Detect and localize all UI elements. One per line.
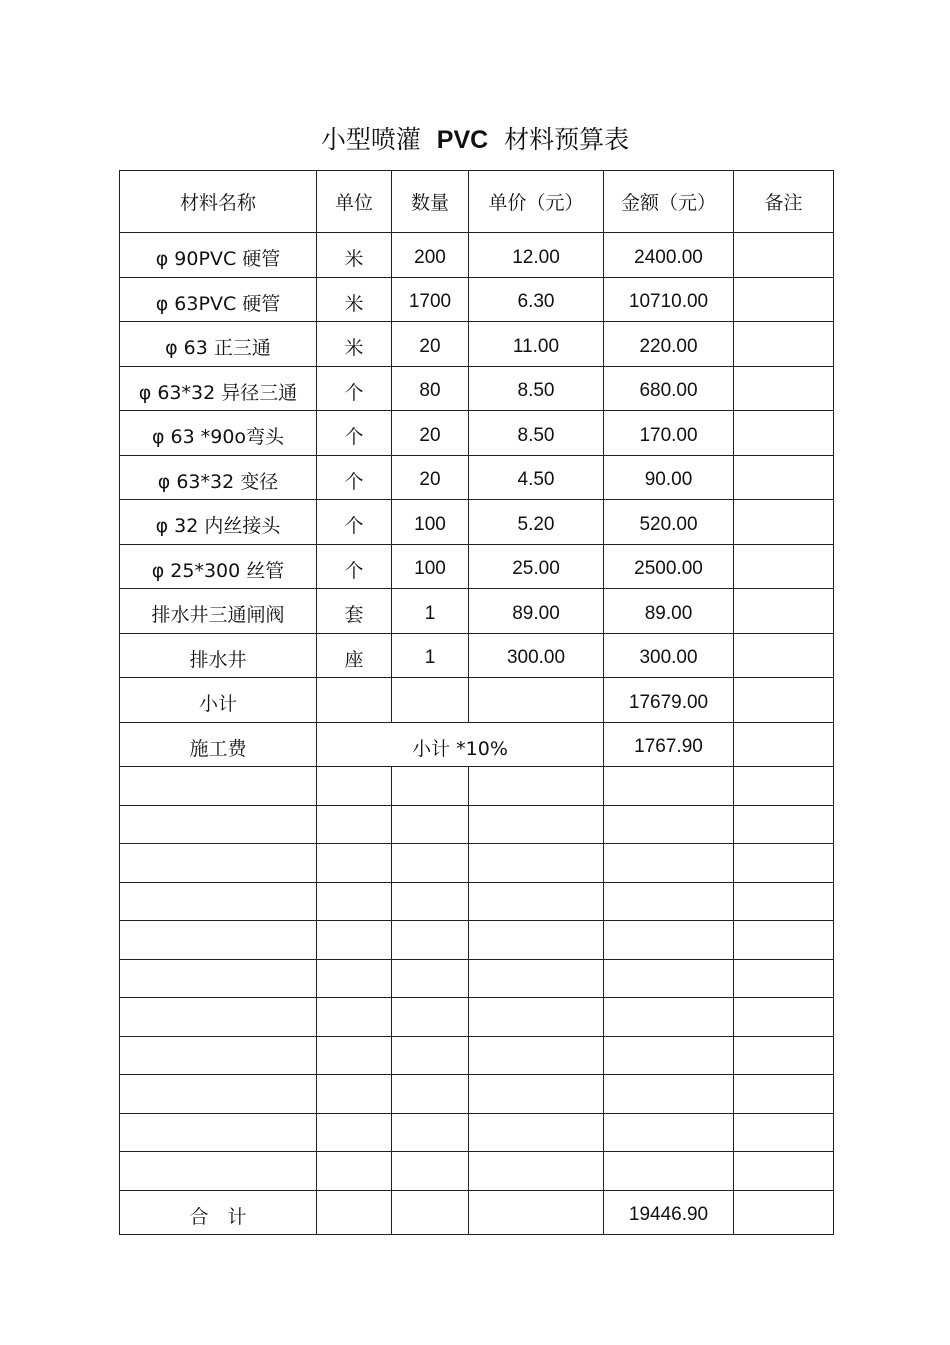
- cell-note: [734, 633, 834, 678]
- construction-formula: 小计 *10%: [317, 722, 604, 767]
- header-amount: 金额（元）: [604, 171, 734, 233]
- construction-label: 施工费: [120, 722, 317, 767]
- cell-unit: 米: [317, 233, 392, 278]
- cell-empty: [317, 844, 392, 883]
- cell-empty: [734, 1190, 834, 1235]
- table-row: [120, 322, 834, 367]
- header-price: 单价（元）: [469, 171, 604, 233]
- cell-empty: [392, 1113, 469, 1152]
- empty-row: [120, 959, 834, 998]
- cell-name: φ 32 内丝接头: [120, 500, 317, 545]
- cell-qty: 100: [392, 544, 469, 589]
- empty-row: [120, 1075, 834, 1114]
- cell-empty: [120, 844, 317, 883]
- cell-empty: [317, 805, 392, 844]
- header-name: 材料名称: [120, 171, 317, 233]
- cell-empty: [317, 1113, 392, 1152]
- cell-amount: 2500.00: [604, 544, 734, 589]
- table-row: [120, 589, 834, 634]
- cell-empty: [317, 998, 392, 1037]
- cell-empty: [317, 1152, 392, 1191]
- cell-note: [734, 455, 834, 500]
- cell-note: [734, 500, 834, 545]
- cell-amount: 220.00: [604, 322, 734, 367]
- cell-empty: [469, 844, 604, 883]
- subtotal-label: 小计: [120, 678, 317, 723]
- cell-empty: [392, 998, 469, 1037]
- cell-empty: [317, 1190, 392, 1235]
- cell-empty: [734, 1036, 834, 1075]
- cell-empty: [392, 805, 469, 844]
- cell-name: φ 63*32 异径三通: [120, 366, 317, 411]
- cell-price: 300.00: [469, 633, 604, 678]
- cell-empty: [604, 1152, 734, 1191]
- cell-price: 8.50: [469, 411, 604, 456]
- cell-empty: [734, 722, 834, 767]
- cell-empty: [317, 959, 392, 998]
- cell-empty: [392, 1190, 469, 1235]
- cell-empty: [392, 959, 469, 998]
- cell-qty: 1: [392, 633, 469, 678]
- cell-name: 排水井三通闸阀: [120, 589, 317, 634]
- cell-empty: [469, 678, 604, 723]
- cell-unit: 个: [317, 366, 392, 411]
- cell-empty: [734, 1113, 834, 1152]
- cell-empty: [469, 1113, 604, 1152]
- cell-unit: 个: [317, 500, 392, 545]
- cell-empty: [469, 1075, 604, 1114]
- empty-row: [120, 1036, 834, 1075]
- cell-qty: 1: [392, 589, 469, 634]
- cell-amount: 170.00: [604, 411, 734, 456]
- cell-empty: [604, 1075, 734, 1114]
- cell-empty: [120, 805, 317, 844]
- cell-qty: 80: [392, 366, 469, 411]
- cell-price: 25.00: [469, 544, 604, 589]
- cell-empty: [469, 998, 604, 1037]
- cell-empty: [120, 1152, 317, 1191]
- cell-empty: [392, 1036, 469, 1075]
- cell-empty: [734, 678, 834, 723]
- empty-row: [120, 805, 834, 844]
- title-latin: PVC: [436, 126, 489, 154]
- cell-empty: [604, 882, 734, 921]
- cell-note: [734, 411, 834, 456]
- cell-empty: [734, 882, 834, 921]
- cell-qty: 100: [392, 500, 469, 545]
- cell-empty: [317, 767, 392, 806]
- cell-empty: [469, 1152, 604, 1191]
- cell-empty: [734, 805, 834, 844]
- empty-row: [120, 921, 834, 960]
- cell-empty: [120, 959, 317, 998]
- cell-unit: 个: [317, 455, 392, 500]
- header-qty: 数量: [392, 171, 469, 233]
- cell-empty: [392, 678, 469, 723]
- document-title: [0, 122, 950, 158]
- cell-qty: 20: [392, 455, 469, 500]
- cell-name: φ 63 *90o弯头: [120, 411, 317, 456]
- cell-empty: [469, 767, 604, 806]
- cell-unit: 个: [317, 544, 392, 589]
- header-row: [120, 171, 834, 233]
- cell-empty: [469, 1036, 604, 1075]
- cell-empty: [604, 844, 734, 883]
- cell-price: 89.00: [469, 589, 604, 634]
- header-unit: 单位: [317, 171, 392, 233]
- table-row: [120, 455, 834, 500]
- cell-name: φ 63PVC 硬管: [120, 277, 317, 322]
- subtotal-amount: 17679.00: [604, 678, 734, 723]
- construction-amount: 1767.90: [604, 722, 734, 767]
- cell-empty: [734, 1075, 834, 1114]
- cell-empty: [469, 921, 604, 960]
- table-row: [120, 277, 834, 322]
- cell-empty: [392, 882, 469, 921]
- cell-note: [734, 589, 834, 634]
- cell-price: 11.00: [469, 322, 604, 367]
- cell-empty: [317, 1036, 392, 1075]
- cell-empty: [604, 959, 734, 998]
- empty-row: [120, 1152, 834, 1191]
- cell-empty: [392, 1075, 469, 1114]
- total-row: [120, 1190, 834, 1235]
- title-prefix: 小型喷灌: [320, 125, 421, 154]
- cell-note: [734, 233, 834, 278]
- cell-amount: 300.00: [604, 633, 734, 678]
- cell-empty: [469, 1190, 604, 1235]
- total-amount: 19446.90: [604, 1190, 734, 1235]
- cell-name: 排水井: [120, 633, 317, 678]
- cell-price: 5.20: [469, 500, 604, 545]
- cell-qty: 20: [392, 322, 469, 367]
- cell-empty: [120, 921, 317, 960]
- cell-amount: 90.00: [604, 455, 734, 500]
- empty-row: [120, 767, 834, 806]
- cell-empty: [604, 1113, 734, 1152]
- cell-qty: 20: [392, 411, 469, 456]
- cell-amount: 680.00: [604, 366, 734, 411]
- cell-empty: [604, 805, 734, 844]
- cell-empty: [120, 882, 317, 921]
- cell-unit: 个: [317, 411, 392, 456]
- table-row: [120, 411, 834, 456]
- cell-empty: [734, 844, 834, 883]
- cell-empty: [392, 1152, 469, 1191]
- cell-empty: [469, 882, 604, 921]
- construction-row: [120, 722, 834, 767]
- cell-amount: 10710.00: [604, 277, 734, 322]
- table-row: [120, 233, 834, 278]
- table-row: [120, 366, 834, 411]
- cell-empty: [120, 767, 317, 806]
- cell-empty: [734, 959, 834, 998]
- cell-empty: [604, 767, 734, 806]
- cell-empty: [120, 998, 317, 1037]
- cell-empty: [120, 1113, 317, 1152]
- cell-empty: [604, 921, 734, 960]
- budget-table: [119, 170, 834, 1235]
- table-row: [120, 500, 834, 545]
- cell-empty: [392, 921, 469, 960]
- cell-amount: 520.00: [604, 500, 734, 545]
- cell-empty: [734, 767, 834, 806]
- empty-row: [120, 844, 834, 883]
- cell-note: [734, 544, 834, 589]
- total-label: 合 计: [120, 1190, 317, 1235]
- cell-amount: 2400.00: [604, 233, 734, 278]
- cell-price: 6.30: [469, 277, 604, 322]
- cell-empty: [317, 921, 392, 960]
- subtotal-row: [120, 678, 834, 723]
- cell-name: φ 25*300 丝管: [120, 544, 317, 589]
- title-suffix: 材料预算表: [504, 125, 630, 154]
- cell-name: φ 63*32 变径: [120, 455, 317, 500]
- cell-name: φ 63 正三通: [120, 322, 317, 367]
- cell-price: 8.50: [469, 366, 604, 411]
- cell-empty: [604, 1036, 734, 1075]
- cell-unit: 套: [317, 589, 392, 634]
- cell-note: [734, 277, 834, 322]
- cell-qty: 1700: [392, 277, 469, 322]
- cell-unit: 米: [317, 277, 392, 322]
- cell-empty: [734, 921, 834, 960]
- cell-empty: [317, 678, 392, 723]
- cell-note: [734, 366, 834, 411]
- cell-empty: [604, 998, 734, 1037]
- empty-row: [120, 998, 834, 1037]
- cell-empty: [392, 767, 469, 806]
- cell-price: 12.00: [469, 233, 604, 278]
- cell-unit: 米: [317, 322, 392, 367]
- empty-row: [120, 882, 834, 921]
- cell-empty: [317, 1075, 392, 1114]
- cell-unit: 座: [317, 633, 392, 678]
- cell-empty: [392, 844, 469, 883]
- cell-empty: [469, 805, 604, 844]
- table-row: [120, 544, 834, 589]
- cell-empty: [469, 959, 604, 998]
- empty-row: [120, 1113, 834, 1152]
- cell-note: [734, 322, 834, 367]
- cell-empty: [120, 1036, 317, 1075]
- cell-empty: [734, 998, 834, 1037]
- table-row: [120, 633, 834, 678]
- cell-empty: [317, 882, 392, 921]
- cell-name: φ 90PVC 硬管: [120, 233, 317, 278]
- cell-empty: [734, 1152, 834, 1191]
- header-note: 备注: [734, 171, 834, 233]
- cell-empty: [120, 1075, 317, 1114]
- cell-amount: 89.00: [604, 589, 734, 634]
- cell-qty: 200: [392, 233, 469, 278]
- cell-price: 4.50: [469, 455, 604, 500]
